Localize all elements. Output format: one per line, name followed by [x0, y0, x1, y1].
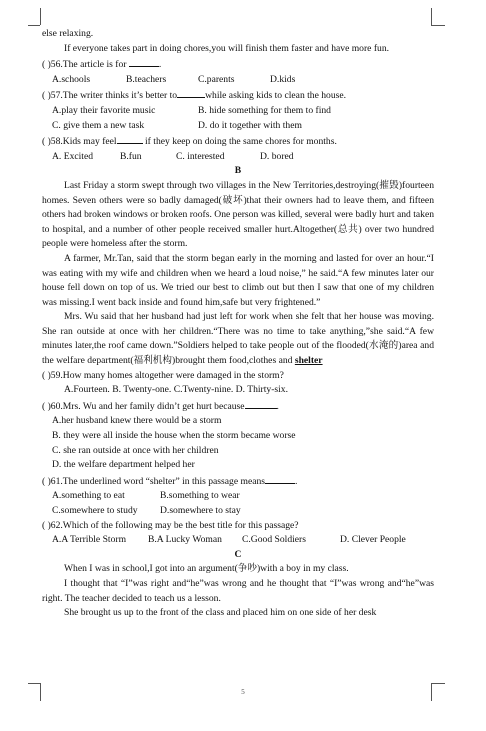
answer-blank — [117, 133, 143, 144]
question-59: ( )59.How many homes altogether were damaged in the storm? — [42, 369, 284, 381]
answer-blank — [177, 87, 205, 98]
options-62 — [42, 533, 434, 548]
option: D. Clever People — [340, 534, 406, 546]
question-61: ( )61.The underlined word “shelter” in this passage means . — [42, 473, 434, 490]
crop-mark-top-right — [431, 25, 445, 26]
options-57 — [42, 119, 434, 134]
option: A.schools — [52, 73, 91, 85]
option: C. give them a new task — [52, 119, 145, 131]
option: B.something to wear — [160, 490, 240, 502]
options-58 — [42, 150, 434, 165]
option: D. do it together with them — [198, 119, 302, 131]
paragraph: Mrs. Wu said that her husband had just left for work when she felt that her house was moving. She ran outside at once with her children.“There was no time to take anything,”she said.“A few minutes later,the roof came down.”Soldiers helped to take people out of the flooded(水淹的)area and the welfare department(福利机构)brought them food,clothes and shelter — [42, 311, 434, 367]
paragraph: A farmer, Mr.Tan, said that the storm began early in the morning and lasted for over an hour.“I was eating with my wife and children when we heard a loud noise,” he said.“A few minutes later our house fell down on top of us. We tried our best to climb out but then I saw that one of my children was missing.I went back inside and found him,safe but very frightened.” — [42, 252, 434, 308]
options-57 — [42, 104, 434, 119]
answer-blank — [245, 398, 277, 409]
options-59: A.Fourteen. B. Twenty-one. C.Twenty-nine. D. Thirty-six. — [64, 384, 288, 396]
options-61 — [42, 489, 434, 504]
option: C.Good Soldiers — [242, 534, 306, 546]
option: B. they were all inside the house when the storm became worse — [52, 430, 296, 442]
option: B. hide something for them to find — [198, 104, 331, 116]
option: A.play their favorite music — [52, 104, 156, 116]
section-heading: B — [234, 165, 242, 177]
option: A. Excited — [52, 150, 94, 162]
option: D.kids — [270, 73, 296, 85]
document-page — [42, 27, 434, 621]
crop-mark-top-left — [28, 25, 40, 26]
question-56: ( )56.The article is for . — [42, 56, 434, 73]
option: C. she ran outside at once with her children — [52, 444, 219, 456]
section-heading: C — [234, 548, 242, 560]
paragraph: When I was in school,I got into an argument(争吵)with a boy in my class. — [64, 563, 349, 575]
options-56 — [42, 73, 434, 88]
answer-blank — [129, 56, 159, 67]
option: C. interested — [176, 150, 225, 162]
option: A.something to eat — [52, 490, 125, 502]
options-61 — [42, 504, 434, 519]
option: A.her husband knew there would be a storm — [52, 415, 222, 427]
option: C.parents — [198, 73, 235, 85]
option: B.fun — [120, 150, 142, 162]
option: D. the welfare department helped her — [52, 459, 195, 471]
option: B.A Lucky Woman — [148, 534, 222, 546]
question-58: ( )58.Kids may feel if they keep on doing the same chores for months. — [42, 133, 434, 150]
text-line: else relaxing. — [42, 28, 94, 39]
underlined-word: shelter — [294, 355, 323, 367]
option: D.somewhere to stay — [160, 505, 241, 516]
crop-mark-bottom-right — [431, 683, 445, 684]
option: B.teachers — [126, 73, 167, 85]
question-60: ( )60.Mrs. Wu and her family didn’t get hurt because . — [42, 398, 434, 415]
crop-mark-bottom-left — [28, 683, 40, 684]
option: A.A Terrible Storm — [52, 534, 127, 546]
paragraph: I thought that “I”was right and“he”was wrong and he thought that “I”was wrong and“he”was right. The teacher decided to teach us a lesson. — [42, 577, 434, 604]
crop-mark-top-left — [40, 8, 41, 25]
crop-mark-top-right — [431, 8, 432, 25]
page-number: 5 — [241, 688, 245, 696]
paragraph: She brought us up to the front of the class and placed him on one side of her desk — [64, 607, 377, 619]
option: D. bored — [260, 150, 294, 162]
question-62: ( )62.Which of the following may be the best title for this passage? — [42, 519, 299, 531]
answer-blank — [265, 473, 295, 484]
paragraph: Last Friday a storm swept through two villages in the New Territories,destroying(摧毁)fourteen homes. Seven others were so badly damaged(破坏)that their owners had to leave them, and fifteen others had broken windows or broken roofs. One person was killed, several were badly hurt and taken to hospital, and a number of other people received smaller hurt.Altogether(总共) over two hundred people were homeless after the storm. — [42, 179, 434, 250]
paragraph: If everyone takes part in doing chores,you will finish them faster and have more fun. — [64, 42, 390, 54]
question-57: ( )57.The writer thinks it’s better to while asking kids to clean the house. — [42, 87, 434, 104]
option: C.somewhere to study — [52, 505, 138, 516]
